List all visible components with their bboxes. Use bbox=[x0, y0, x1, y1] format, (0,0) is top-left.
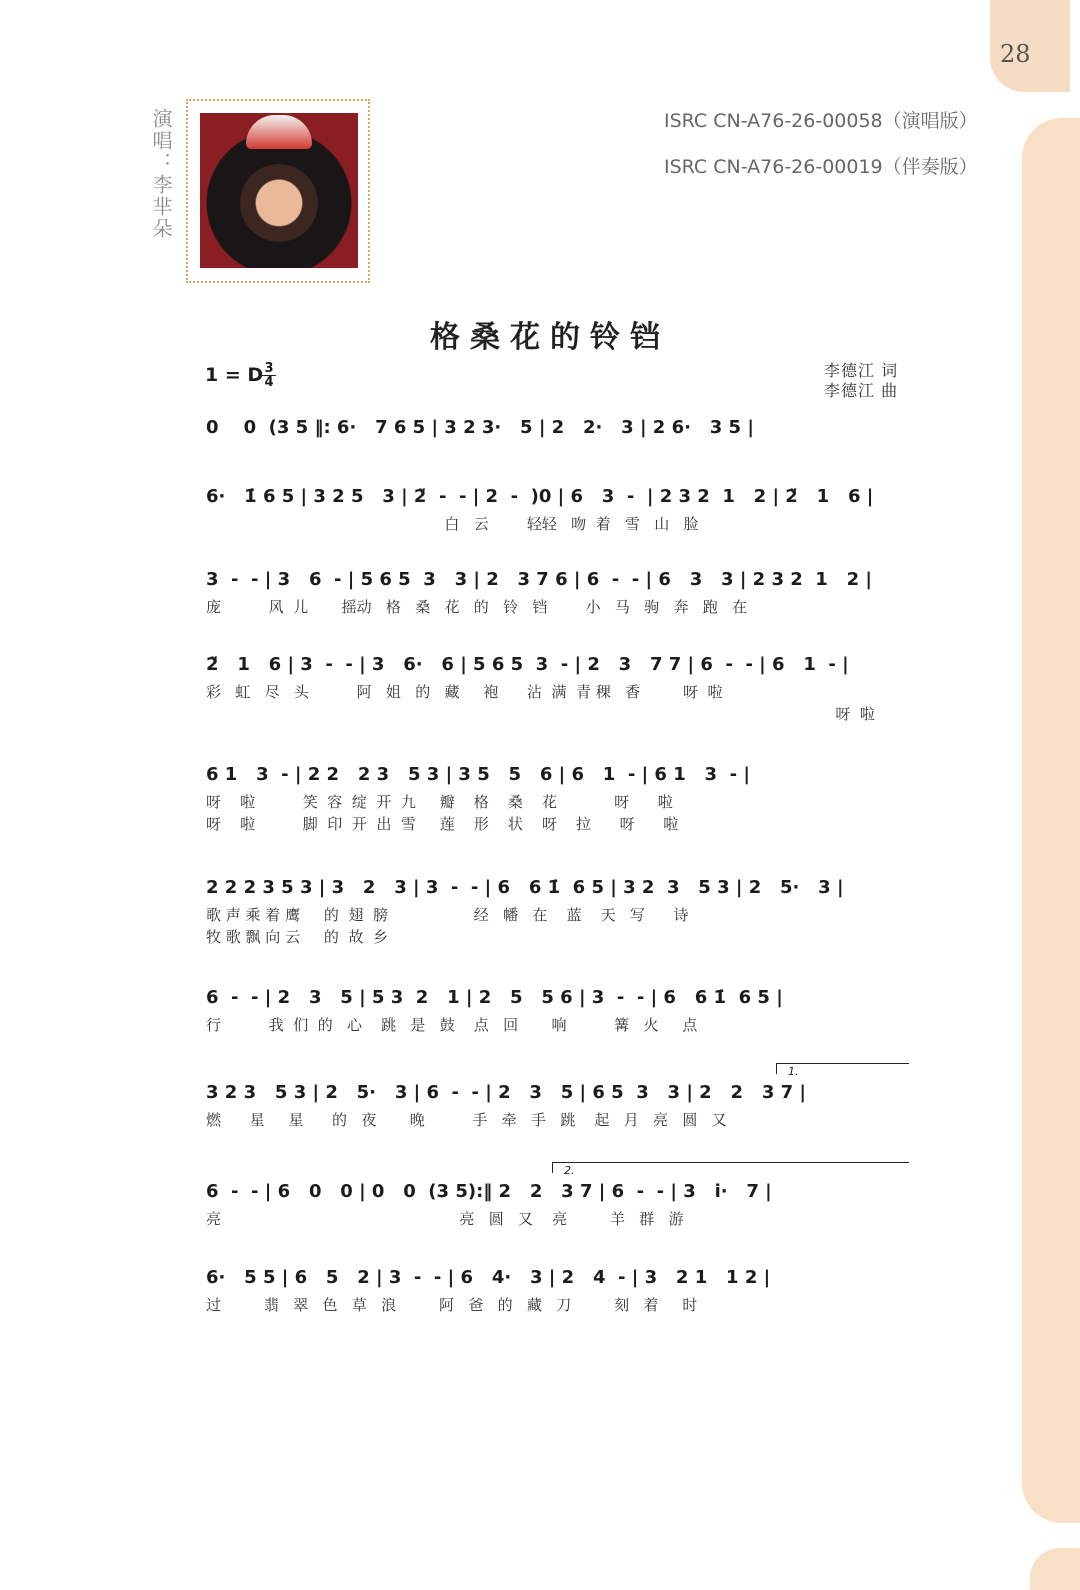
notation-row: 6 - - | 2 3 5 | 5 3 2 1 | 2 5 5 6 | 3 - - | 6 6 1̇ 6 5 | bbox=[206, 987, 783, 1008]
lyric-line: 白 云 轻轻 吻 着 雪 山 脸 bbox=[206, 515, 699, 533]
lyric-line: 行 我 们 的 心 跳 是 鼓 点 回 响 篝 火 点 bbox=[206, 1016, 698, 1034]
lyric-line: 歌 声 乘 着 鹰 的 翅 膀 经 幡 在 蓝 天 写 诗 bbox=[206, 906, 689, 924]
lyric-line: 燃 星 星 的 夜 晚 手 牵 手 跳 起 月 亮 圆 又 bbox=[206, 1111, 727, 1129]
lyricist-credit: 李德江 词 bbox=[824, 361, 899, 380]
time-signature: 3 4 bbox=[262, 362, 276, 389]
notation-row: 2 2 2 3 5 3 | 3 2 3 | 3 - - | 6 6 1̇ 6 5 | 3 2 3 5 3 | 2 5· 3 | bbox=[206, 877, 844, 898]
page-bottom-tab bbox=[1030, 1548, 1080, 1590]
notation-row: 3 2 3 5 3 | 2 5· 3 | 6 - - | 2 3 5 | 6 5 3 3 | 2 2 3 7 | bbox=[206, 1082, 806, 1103]
lyric-line: 庞 风 儿 摇动 格 桑 花 的 铃 铛 小 马 驹 奔 跑 在 bbox=[206, 598, 748, 616]
composer-credit: 李德江 曲 bbox=[824, 381, 899, 400]
lyric-line: 牧 歌 飘 向 云 的 故 乡 bbox=[206, 928, 388, 946]
notation-row: 6 - - | 6 0 0 | 0 0 (3 5):‖ 2 2 3 7 | 6 - - | 3 i· 7 | bbox=[206, 1181, 772, 1202]
singer-photo bbox=[200, 113, 358, 268]
notation-row: 6· 5 5 | 6 5 2 | 3 - - | 6 4· 3 | 2 4 - | 3 2 1 1 2 | bbox=[206, 1267, 771, 1288]
volta-bracket bbox=[552, 1162, 909, 1173]
isrc-accompaniment: ISRC CN-A76-26-00019（伴奏版） bbox=[664, 156, 978, 178]
page-number: 28 bbox=[1000, 40, 1031, 68]
isrc-vocal: ISRC CN-A76-26-00058（演唱版） bbox=[664, 110, 978, 132]
lyric-line: 呀 啦 脚 印 开 出 雪 莲 形 状 呀 拉 呀 啦 bbox=[206, 815, 679, 833]
volta-label: 2. bbox=[564, 1164, 575, 1177]
notation-row: 6 1 3 - | 2 2 2 3 5 3 | 3 5 5 6 | 6 1 - | 6 1 3 - | bbox=[206, 764, 750, 785]
notation-row: 0 0 (3 5 ‖: 6· 7 6 5 | 3 2 3· 5 | 2 2· 3 | 2 6· 3 5 | bbox=[206, 417, 754, 438]
notation-row: 6· 1̇ 6 5 | 3 2 5 3 | 2̈ - - | 2 - )0 | 6 3 - | 2 3 2 1 2 | 2̈ 1 6 | bbox=[206, 486, 874, 507]
volta-label: 1. bbox=[788, 1065, 799, 1078]
singer-credit: 演唱：李芈朵 bbox=[149, 108, 173, 240]
lyric-line: 呀 啦 笑 容 绽 开 九 瓣 格 桑 花 呀 啦 bbox=[206, 793, 673, 811]
lyric-line: 彩 虹 尽 头 阿 姐 的 藏 袍 沾 满 青 稞 香 呀 啦 bbox=[206, 683, 723, 701]
lyric-line: 呀 啦 bbox=[206, 705, 875, 723]
notation-row: 2̈ 1 6 | 3 - - | 3 6· 6 | 5 6 5 3 - | 2 3 7 7 | 6 - - | 6 1 - | bbox=[206, 654, 849, 675]
lyric-line: 亮 亮 圆 又 亮 羊 群 游 bbox=[206, 1210, 684, 1228]
notation-row: 3 - - | 3 6 - | 5 6 5 3 3 | 2 3 7 6 | 6 - - | 6 3 3 | 2 3 2 1 2 | bbox=[206, 569, 872, 590]
lyric-line: 过 翡 翠 色 草 浪 阿 爸 的 藏 刀 刻 着 时 bbox=[206, 1296, 698, 1314]
song-title: 格桑花的铃铛 bbox=[430, 320, 670, 355]
key-signature: 1 = D bbox=[205, 364, 264, 386]
